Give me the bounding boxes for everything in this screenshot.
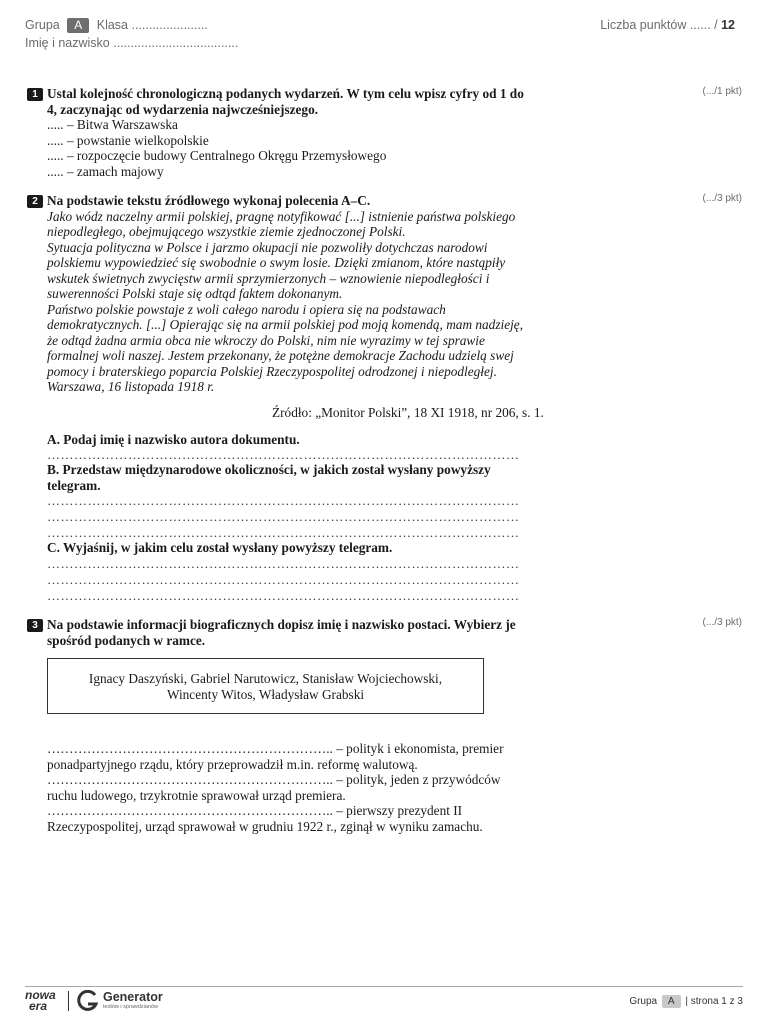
nowa-era-logo — [25, 990, 56, 1012]
source-citation: Źródło: „Monitor Polski”, 18 XI 1918, nr 206, s. 1. — [272, 405, 544, 420]
names-box-line-2: Wincenty Witos, Władysław Grabski — [166, 687, 365, 702]
question-c: C. Wyjaśnij, w jakim celu został wysłany powyższy telegram. — [47, 540, 393, 555]
source-text-line: Sytuacja polityczna w Polsce i jarzmo okupacji nie pozwoliły dotychczas narodowi — [47, 239, 488, 255]
generator-title: Generator — [103, 990, 163, 1004]
source-text-line: wskutek świetnych zwycięstw armii sprzymierzonych – wznowienie niepodległości i — [47, 270, 490, 286]
biography-item-line-1[interactable]: ……………………………………………………….. – polityk i ekonomista, premier — [47, 741, 504, 756]
task-1-number: 1 — [27, 88, 43, 101]
logo-separator — [68, 991, 69, 1011]
task-3-title — [47, 617, 607, 648]
task-1-item: ..... – powstanie wielkopolskie — [47, 132, 209, 148]
biography-item-line-1[interactable]: ……………………………………………………….. – pierwszy prezydent II — [47, 803, 463, 818]
source-text-line: Warszawa, 16 listopada 1918 r. — [47, 379, 215, 394]
source-text-line: formalnej woli naszej. Jestem przekonany, że potężne demokracje Zachodu udzielą swej — [47, 348, 514, 363]
generator-icon — [76, 990, 100, 1012]
answer-line[interactable]: …………………………………………………………………………………………… — [47, 493, 520, 508]
class-label: Klasa ...................... — [96, 18, 208, 32]
points-total — [600, 18, 735, 32]
source-text-line: Państwo polskie powstaje z woli całego narodu i opiera się na podstawach — [47, 301, 446, 317]
biography-item-line-2: ruchu ludowego, trzykrotnie sprawował urząd premiera. — [47, 787, 346, 803]
generator-subtitle: testów i sprawdzianów — [103, 1004, 159, 1010]
answer-line[interactable]: …………………………………………………………………………………………… — [47, 447, 520, 462]
task-3-title-line-2: spośród podanych w ramce. — [47, 632, 206, 648]
source-text-line: niepodległego, obejmującego wszystkie ziemie zjednoczonej Polski. — [47, 224, 406, 239]
task-3-points: (.../3 pkt) — [702, 617, 742, 628]
group-badge: A — [67, 18, 89, 33]
answer-line[interactable]: …………………………………………………………………………………………… — [47, 572, 520, 587]
header-group-class — [25, 18, 208, 33]
task-1-item: ..... – rozpoczęcie budowy Centralnego Okręgu Przemysłowego — [47, 148, 387, 163]
footer-group-label: Grupa — [629, 996, 658, 1007]
question-b-line-1: B. Przedstaw międzynarodowe okoliczności, w jakich został wysłany powyższy — [47, 462, 491, 477]
names-box-line-1: Ignacy Daszyński, Gabriel Narutowicz, Stanisław Wojciechowski, — [88, 671, 443, 686]
task-3-title-line-1: Na podstawie informacji biograficznych dopisz imię i nazwisko postaci. Wybierz je — [47, 617, 516, 632]
task-1-item: ..... – Bitwa Warszawska — [47, 117, 178, 132]
task-2-points: (.../3 pkt) — [702, 193, 742, 204]
answer-line[interactable]: …………………………………………………………………………………………… — [47, 509, 520, 524]
source-text-line: że odtąd żadna armia obca nie wkroczy do Polski, nim nie wyrazimy w tej sprawie — [47, 332, 485, 348]
name-field-label: Imię i nazwisko .................................... — [25, 36, 239, 50]
answer-line[interactable]: …………………………………………………………………………………………… — [47, 556, 520, 571]
group-label: Grupa — [25, 18, 60, 32]
task-1-title-line-1: Ustal kolejność chronologiczną podanych wydarzeń. W tym celu wpisz cyfry od 1 do — [47, 86, 524, 101]
task-1-points: (.../1 pkt) — [702, 86, 742, 97]
logo-era-text: era — [29, 999, 48, 1013]
question-b-line-2: telegram. — [47, 477, 101, 493]
task-2-title: Na podstawie tekstu źródłowego wykonaj polecenia A–C. — [47, 193, 371, 208]
footer-divider — [25, 986, 743, 987]
footer-page-info — [629, 995, 743, 1008]
biography-item-line-2: Rzeczypospolitej, urząd sprawował w grudniu 1922 r., zginął w wyniku zamachu. — [47, 818, 483, 834]
answer-line[interactable]: …………………………………………………………………………………………… — [47, 525, 520, 540]
source-text-line: polskiemu wypowiedzieć się swobodnie o swym losie. Dzięki zmianom, które nastąpiły — [47, 255, 506, 270]
task-1-item: ..... – zamach majowy — [47, 163, 164, 179]
source-text-line: Jako wódz naczelny armii polskiej, pragnę notyfikować [...] istnienie państwa polskiego — [47, 208, 516, 224]
points-label: Liczba punktów ...... / — [600, 18, 718, 32]
footer-page-number: | strona 1 z 3 — [685, 996, 743, 1007]
answer-line[interactable]: …………………………………………………………………………………………… — [47, 588, 520, 603]
biography-item-line-2: ponadpartyjnego rządu, który przeprowadził m.in. reformę walutową. — [47, 756, 418, 772]
logo-nowa-text: nowa — [25, 988, 56, 1002]
points-max: 12 — [721, 18, 735, 32]
footer-group-badge: A — [662, 995, 681, 1008]
question-a: A. Podaj imię i nazwisko autora dokumentu. — [47, 432, 300, 447]
source-text-line: demokratycznych. [...] Opierając się na armii polskiej pod moją komendą, mam nadzieję, — [47, 317, 524, 332]
task-3-number: 3 — [27, 619, 43, 632]
task-1-title-line-2: 4, zaczynając od wydarzenia najwcześniejszego. — [47, 101, 319, 117]
names-box — [47, 658, 484, 714]
task-2-number: 2 — [27, 195, 43, 208]
biography-item-line-1[interactable]: ……………………………………………………….. – polityk, jeden z przywódców — [47, 772, 501, 787]
source-text-line: suwerenności Polski staje się odtąd faktem dokonanym. — [47, 286, 343, 301]
task-1-title — [47, 86, 607, 117]
source-text-line: pomocy i braterskiego poparcia Polskiej Rzeczypospolitej odrodzonej i niepodległej. — [47, 363, 497, 379]
